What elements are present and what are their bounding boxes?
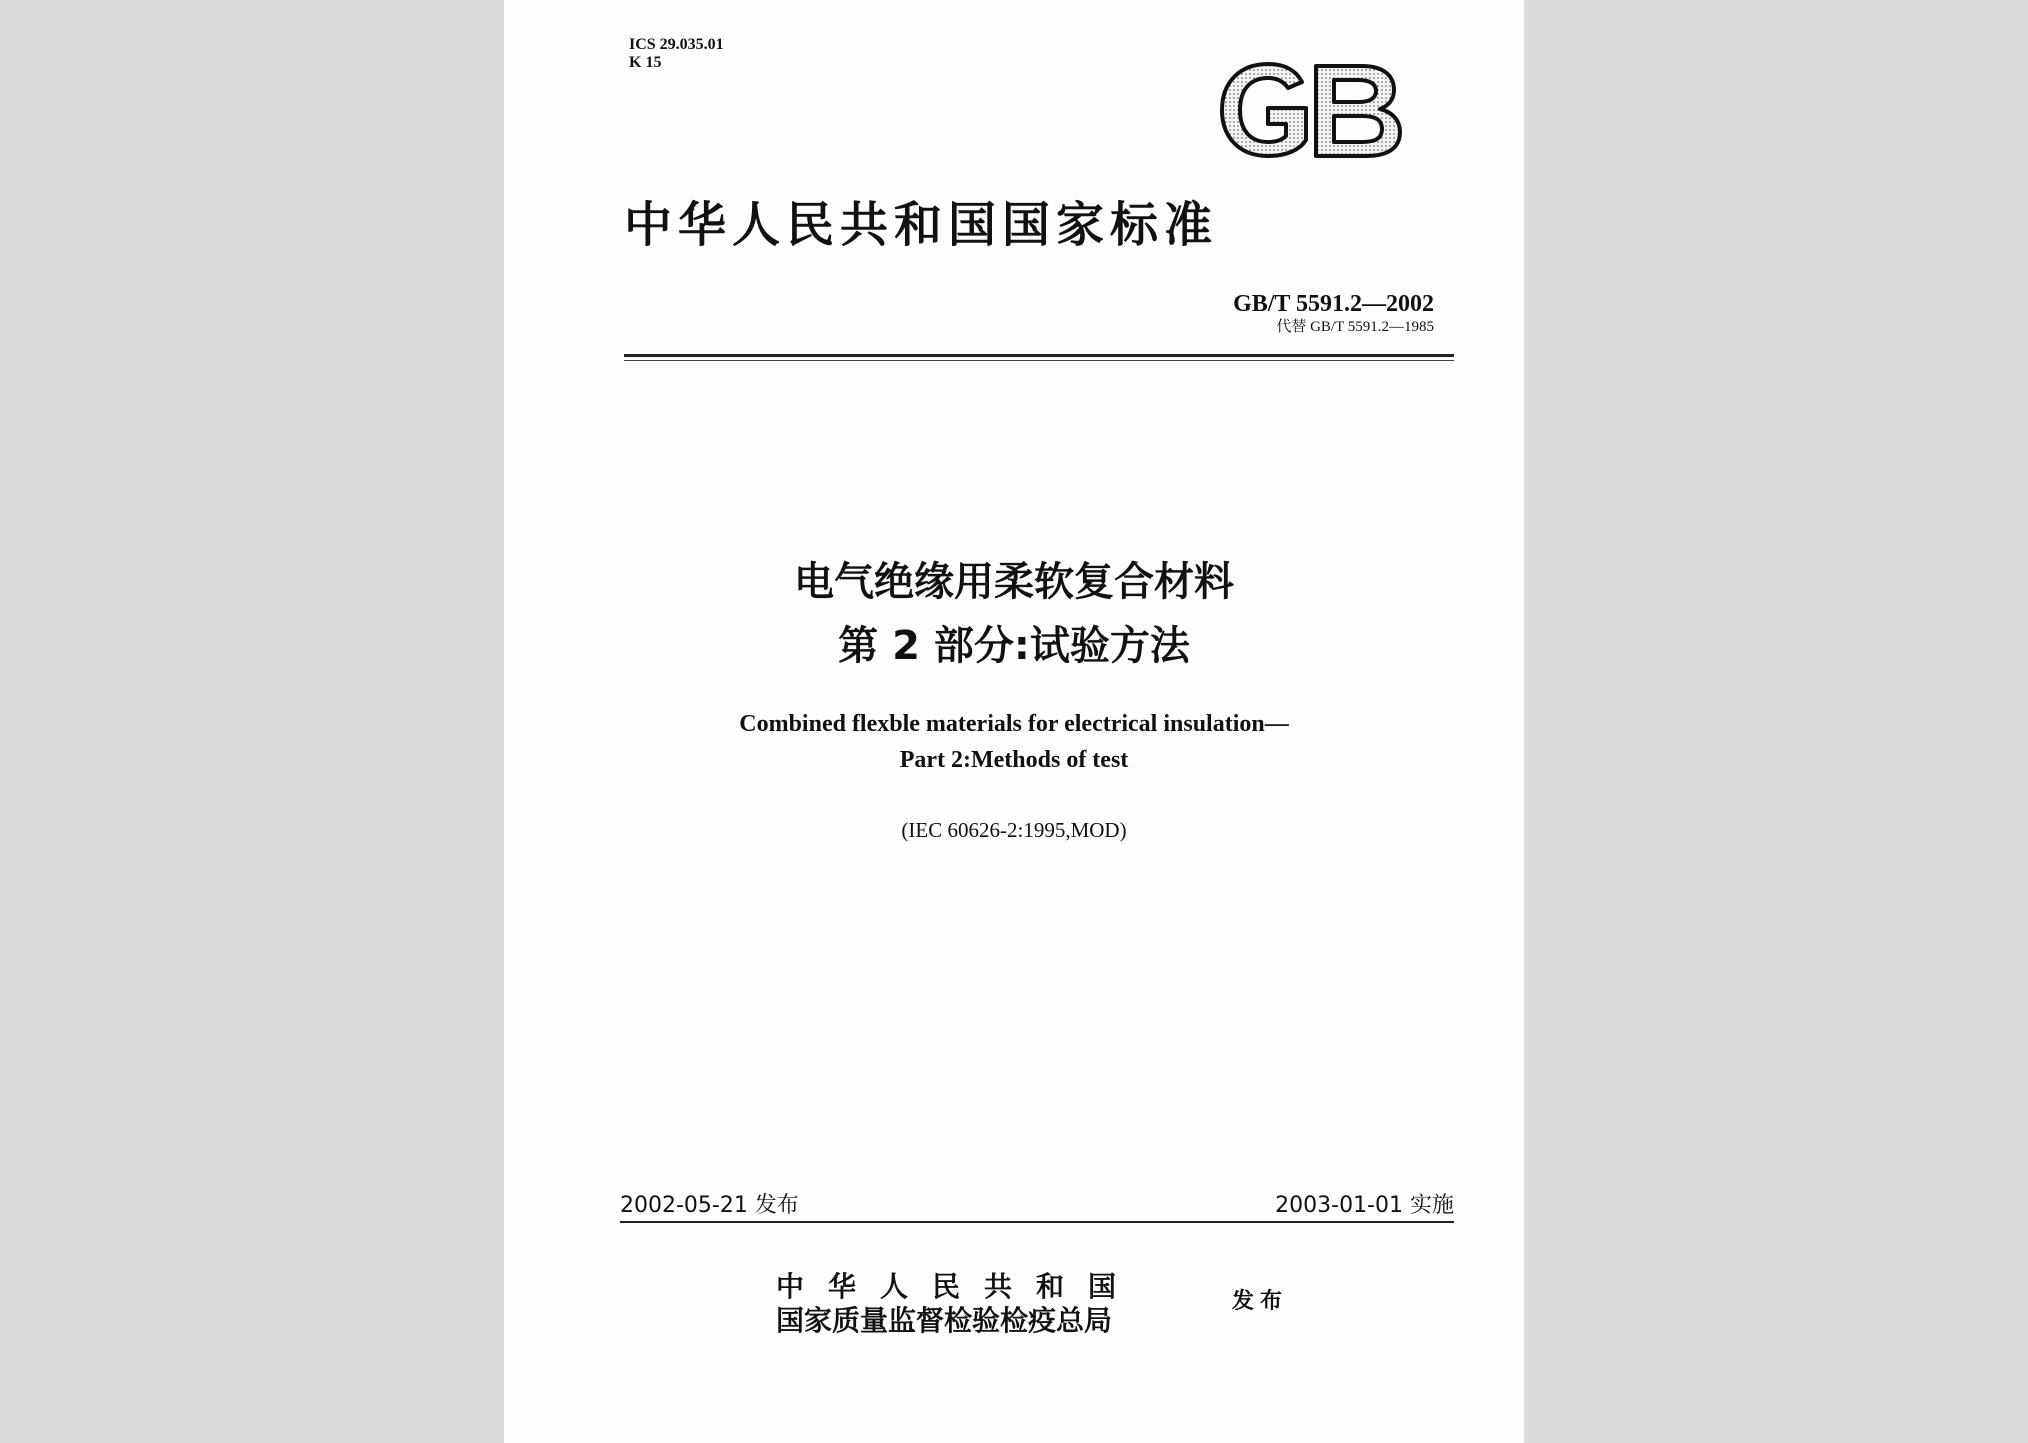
standard-number-block [1233, 290, 1434, 336]
chinese-title-line-2: 第 2 部分:试验方法 [838, 623, 1190, 669]
iec-equivalence: (IEC 60626-2:1995,MOD) [901, 818, 1127, 842]
national-standard-title: 中华人民共和国国家标准 [624, 197, 1219, 253]
effective-date: 2003-01-01 实施 [1275, 1193, 1454, 1218]
english-title-line-2: Part 2:Methods of test [899, 747, 1129, 773]
chinese-title [504, 550, 1524, 678]
issue-label: 发布 [1232, 1289, 1289, 1314]
english-title-line-1: Combined flexble materials for electrical insulation— [739, 711, 1289, 737]
gb-standard-logo-icon [1216, 60, 1404, 160]
ccs-code: K 15 [629, 54, 662, 71]
document-page [504, 0, 1524, 1443]
issuer-line-1: 中华人民共和国 [776, 1270, 1141, 1303]
replaces-standard: 代替 GB/T 5591.2—1985 [1276, 319, 1434, 335]
ics-code: ICS 29.035.01 [629, 36, 724, 53]
header-rule [624, 354, 1454, 357]
issuing-authority [776, 1270, 1140, 1338]
standard-number: GB/T 5591.2—2002 [1233, 291, 1434, 317]
footer-rule [620, 1221, 1454, 1223]
classification-codes [629, 36, 724, 72]
chinese-title-line-1: 电气绝缘用柔软复合材料 [794, 559, 1234, 605]
issuer-line-2: 国家质量监督检验检疫总局 [776, 1304, 1113, 1337]
issue-date: 2002-05-21 发布 [620, 1193, 799, 1218]
header-rule-thin [624, 360, 1454, 361]
english-title [504, 706, 1524, 778]
